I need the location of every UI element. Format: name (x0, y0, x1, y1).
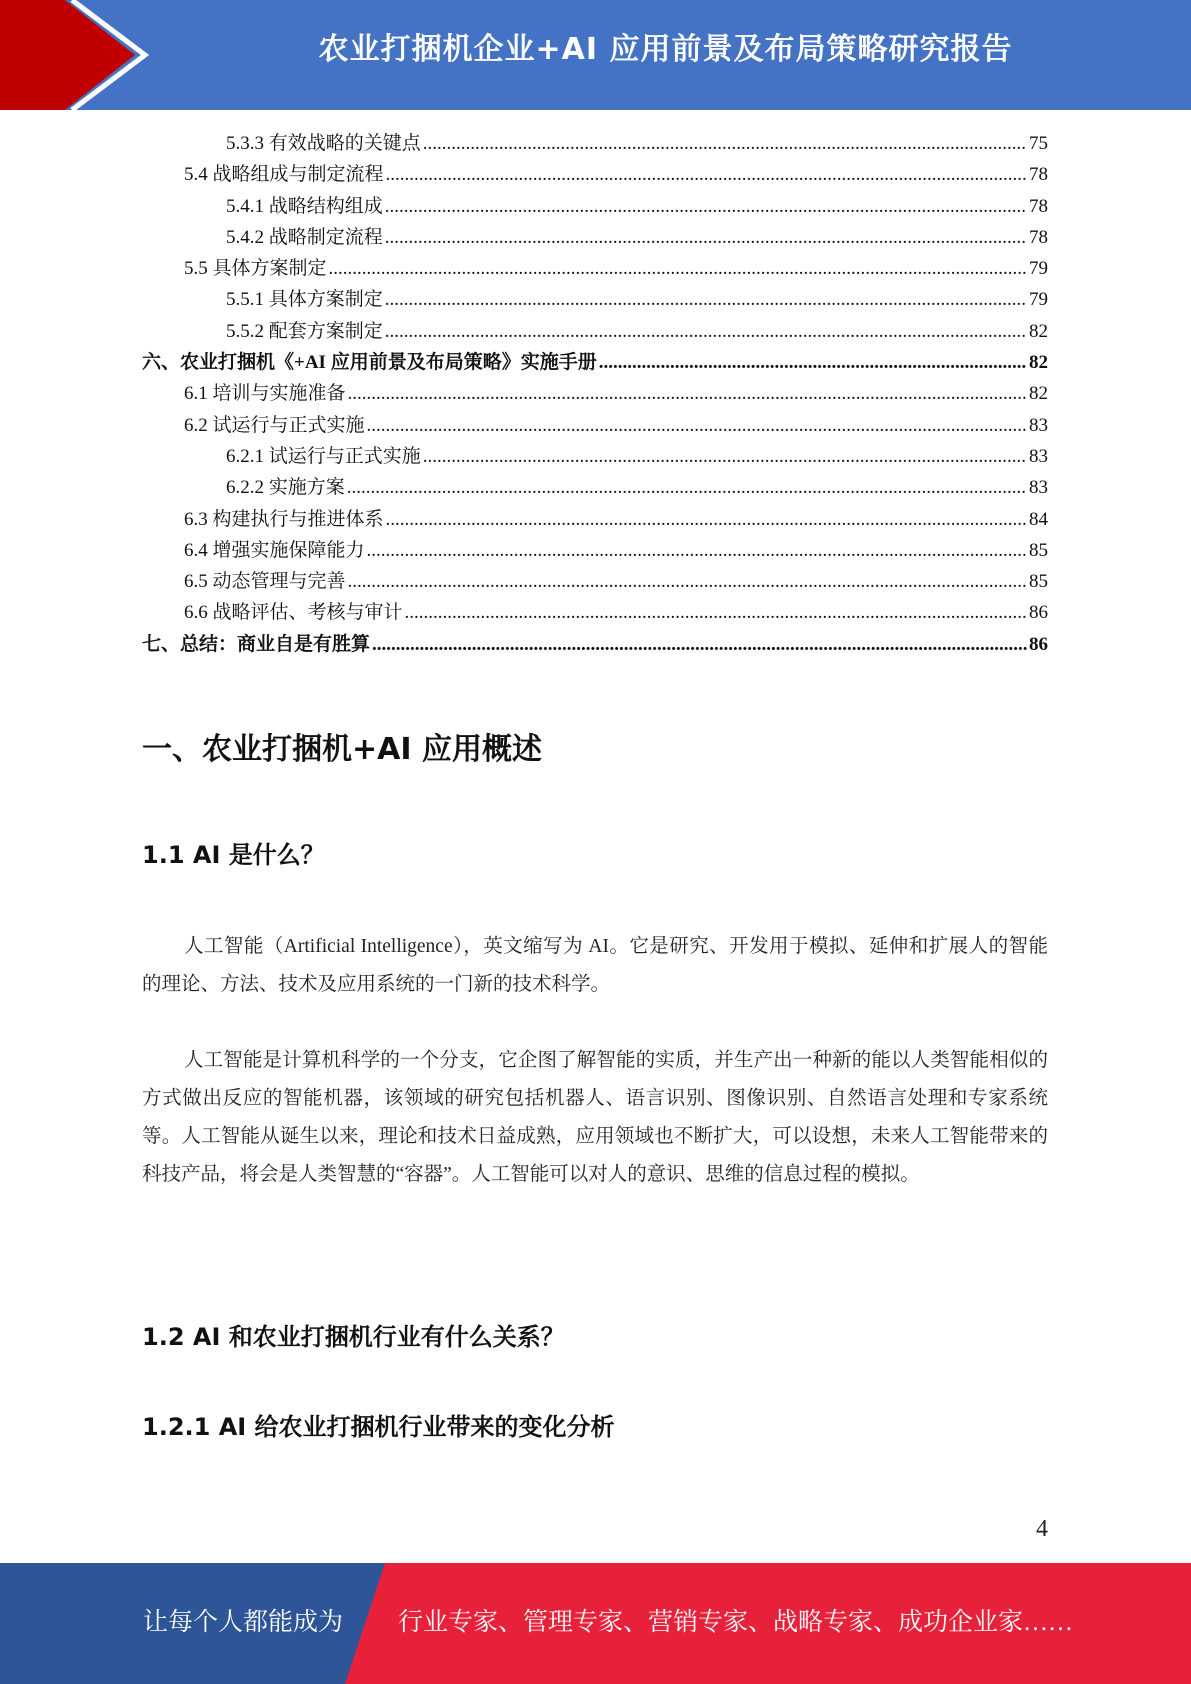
subsection-heading-1-1: 1.1 AI 是什么？ (142, 841, 325, 869)
paragraph-1: 人工智能（Artificial Intelligence），英文缩写为 AI。它是研究、开发用于模拟、延伸和扩展人的智能的理论、方法、技术及应用系统的一门新的技术科学。 (142, 936, 1048, 995)
toc-entry[interactable] (142, 629, 1048, 660)
toc-entry[interactable] (142, 128, 1048, 159)
toc-entry-page: 83 (1029, 477, 1048, 499)
page-number: 4 (1036, 1516, 1048, 1542)
toc-entry[interactable] (142, 159, 1048, 190)
toc-dot-leader (385, 316, 1027, 347)
toc-dot-leader (385, 222, 1027, 253)
toc-entry-page: 82 (1029, 320, 1048, 342)
toc-entry-title: 5.5 具体方案制定 (184, 258, 327, 280)
toc-entry-title: 6.3 构建执行与推进体系 (184, 508, 384, 530)
toc-dot-leader (367, 410, 1027, 441)
toc-dot-leader (423, 441, 1027, 472)
toc-entry-page: 83 (1029, 414, 1048, 436)
toc-entry-title: 5.5.1 具体方案制定 (226, 289, 383, 311)
toc-entry-page: 79 (1029, 258, 1048, 280)
toc-entry-title: 5.4 战略组成与制定流程 (184, 164, 384, 186)
toc-dot-leader (347, 472, 1027, 503)
toc-entry[interactable] (142, 378, 1048, 409)
toc-entry-title: 5.5.2 配套方案制定 (226, 320, 383, 342)
toc-entry-title: 5.4.1 战略结构组成 (226, 195, 383, 217)
toc-entry-page: 78 (1029, 164, 1048, 186)
toc-dot-leader (372, 629, 1027, 660)
toc-entry-page: 78 (1029, 195, 1048, 217)
toc-entry-title: 5.4.2 战略制定流程 (226, 226, 383, 248)
toc-entry-title: 6.2.2 实施方案 (226, 477, 345, 499)
page-header (0, 0, 1191, 110)
footer-slogan-right: 行业专家、管理专家、营销专家、战略专家、成功企业家…… (398, 1609, 1074, 1636)
toc-entry[interactable] (142, 472, 1048, 503)
toc-entry[interactable] (142, 253, 1048, 284)
toc-entry[interactable] (142, 410, 1048, 441)
toc-entry-title: 六、农业打捆机《+AI 应用前景及布局策略》实施手册 (142, 352, 597, 374)
toc-entry[interactable] (142, 347, 1048, 378)
subsection-heading-1-2-1: 1.2.1 AI 给农业打捆机行业带来的变化分析 (142, 1413, 615, 1441)
toc-dot-leader (405, 597, 1027, 628)
toc-dot-leader (329, 253, 1027, 284)
toc-entry[interactable] (142, 316, 1048, 347)
page-footer (0, 1563, 1191, 1684)
toc-entry[interactable] (142, 597, 1048, 628)
section-heading: 一、农业打捆机+AI 应用概述 (142, 732, 542, 767)
footer-slogan-left: 让每个人都能成为 (143, 1609, 344, 1636)
toc-entry-title: 6.6 战略评估、考核与审计 (184, 602, 403, 624)
toc-entry-page: 75 (1029, 133, 1048, 154)
toc-entry[interactable] (142, 441, 1048, 472)
toc-entry-page: 78 (1029, 226, 1048, 248)
toc-entry[interactable] (142, 191, 1048, 222)
header-arrow-decoration (0, 0, 150, 110)
toc-dot-leader (348, 378, 1027, 409)
toc-dot-leader (386, 159, 1027, 190)
toc-entry-page: 82 (1029, 352, 1048, 374)
toc-entry-title: 6.5 动态管理与完善 (184, 571, 346, 593)
toc-dot-leader (348, 566, 1027, 597)
toc-entry[interactable] (142, 566, 1048, 597)
toc-entry-page: 86 (1029, 602, 1048, 624)
toc-dot-leader (386, 504, 1027, 535)
toc-entry[interactable] (142, 504, 1048, 535)
subsection-heading-1-2: 1.2 AI 和农业打捆机行业有什么关系？ (142, 1323, 565, 1351)
toc-dot-leader (385, 284, 1027, 315)
toc-entry-page: 86 (1029, 633, 1048, 655)
toc-entry-title: 七、总结：商业自是有胜算 (142, 633, 371, 655)
report-title: 农业打捆机企业+AI 应用前景及布局策略研究报告 (318, 32, 1013, 67)
toc-entry-title: 6.2.1 试运行与正式实施 (226, 445, 421, 467)
toc-entry[interactable] (142, 535, 1048, 566)
toc-entry-page: 85 (1029, 571, 1048, 593)
toc-entry-page: 79 (1029, 289, 1048, 311)
toc-entry-title: 6.2 试运行与正式实施 (184, 414, 365, 436)
toc-entry-title: 6.1 培训与实施准备 (184, 383, 346, 405)
toc-entry[interactable] (142, 284, 1048, 315)
toc-entry-title: 6.4 增强实施保障能力 (184, 539, 365, 561)
toc-entry-page: 85 (1029, 539, 1048, 561)
toc-entry-page: 84 (1029, 508, 1048, 530)
toc-entry-page: 83 (1029, 445, 1048, 467)
toc-entry-title: 5.3.3 有效战略的关键点 (226, 133, 421, 154)
toc-dot-leader (423, 128, 1027, 159)
toc-entry[interactable] (142, 222, 1048, 253)
table-of-contents (142, 128, 1048, 660)
toc-dot-leader (385, 191, 1027, 222)
toc-dot-leader (599, 347, 1027, 378)
toc-entry-page: 82 (1029, 383, 1048, 405)
paragraph-2: 人工智能是计算机科学的一个分支，它企图了解智能的实质，并生产出一种新的能以人类智能相似的方式做出反应的智能机器，该领域的研究包括机器人、语言识别、图像识别、自然语言处理和专家系统等。人工智能从诞生以来，理论和技术日益成熟，应用领域也不断扩大，可以设想，未来人工智能带来的科技产品，将会是人类智慧的“容器”。人工智能可以对人的意识、思维的信息过程的模拟。 (142, 1050, 1048, 1185)
toc-dot-leader (367, 535, 1027, 566)
